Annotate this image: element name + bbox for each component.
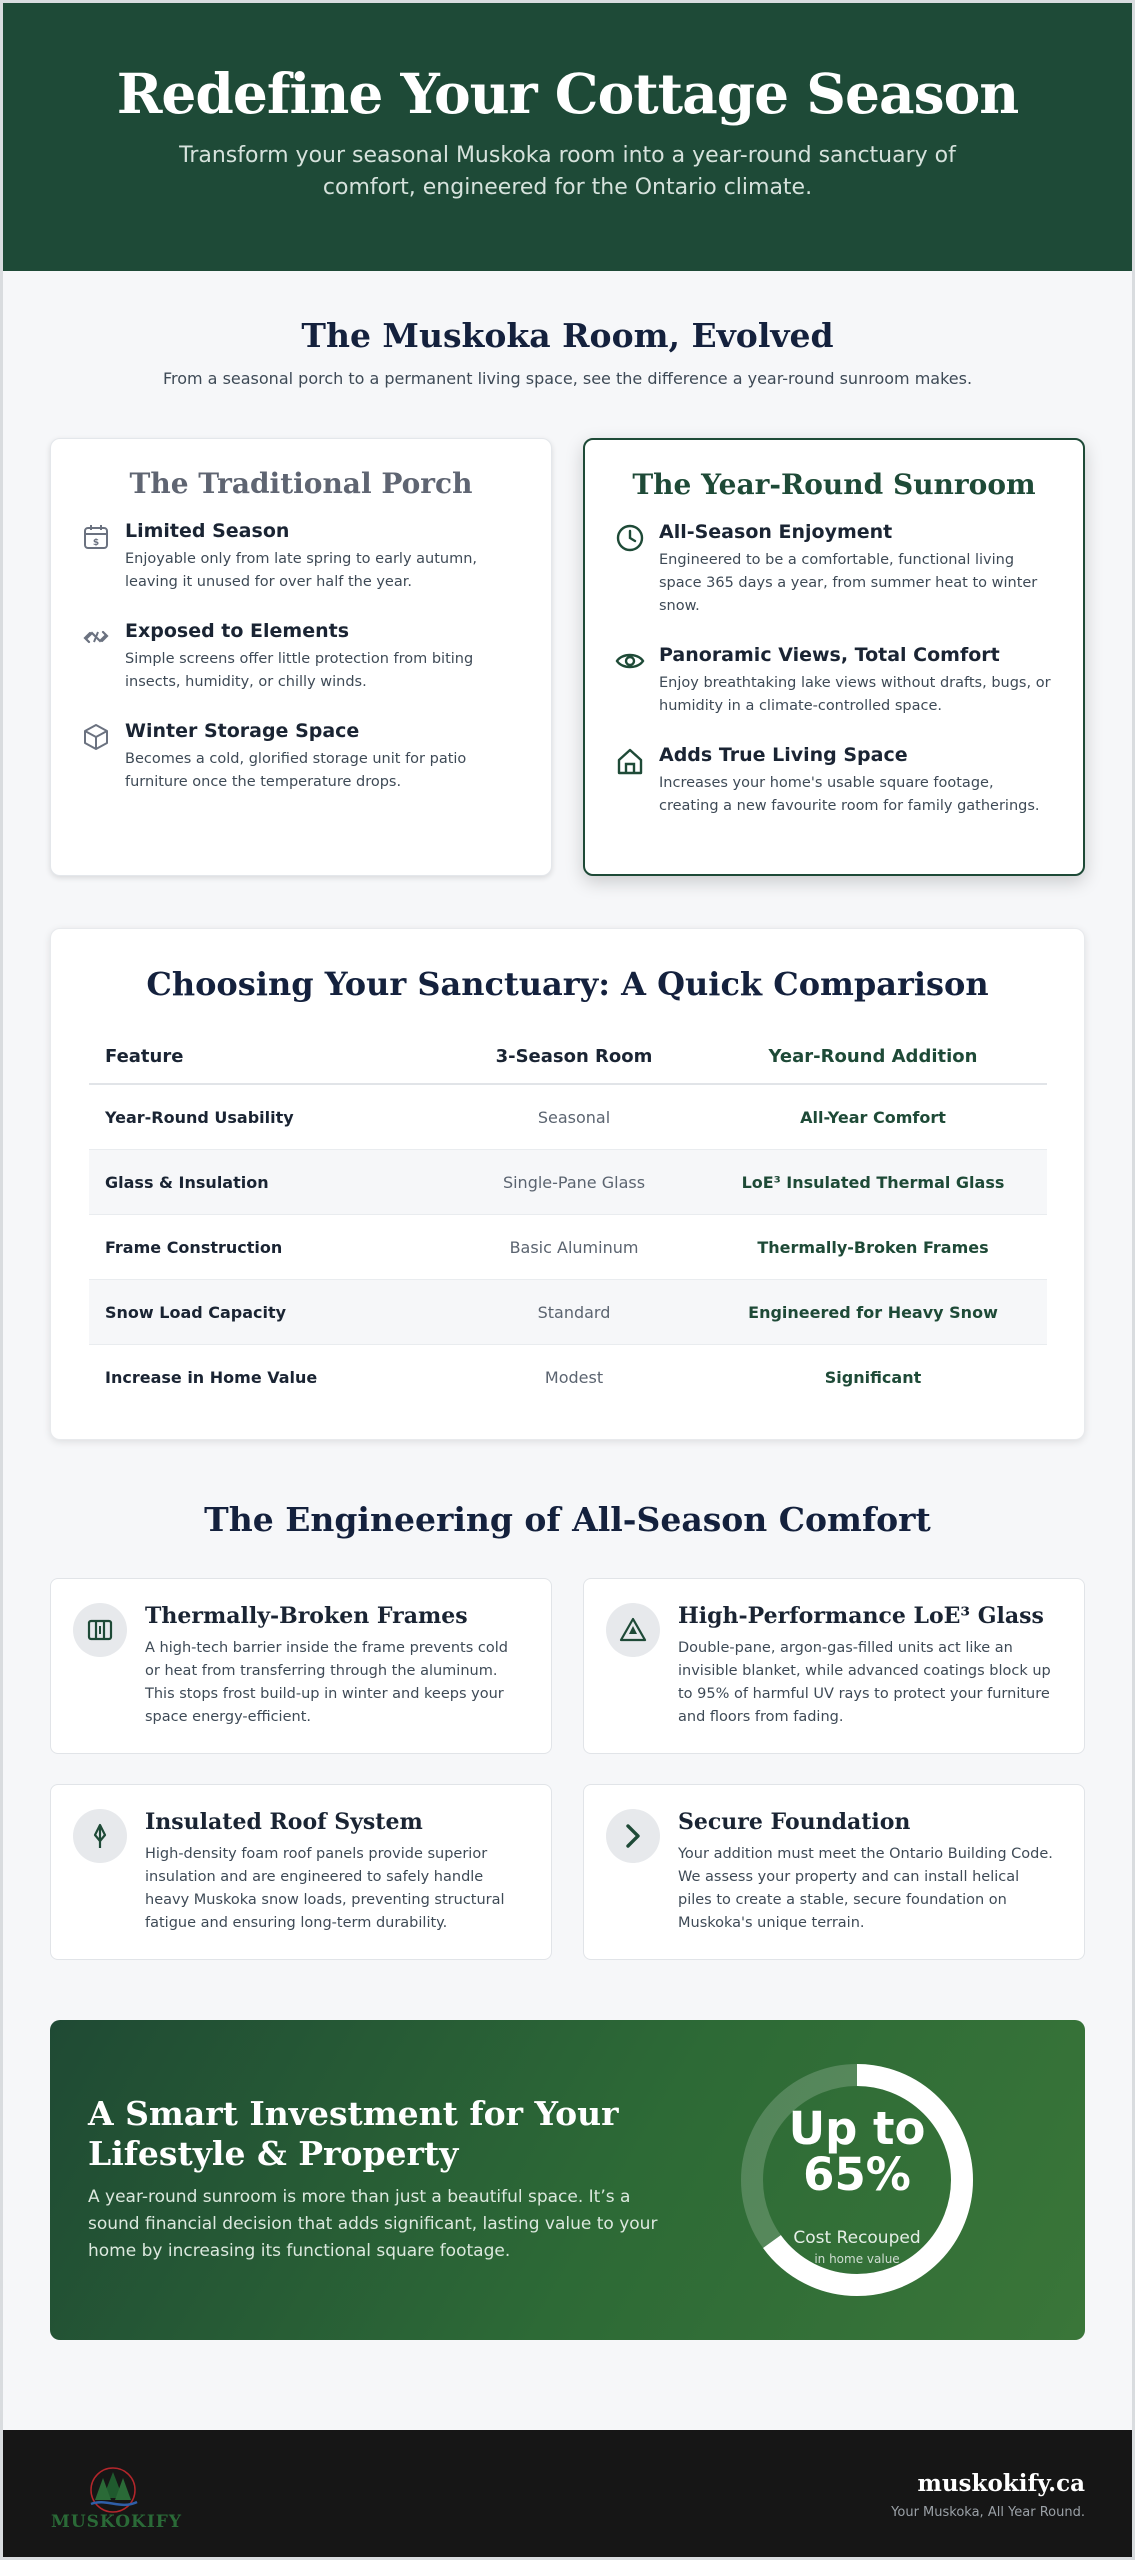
evolved-subtitle: From a seasonal porch to a permanent living space, see the difference a year-round sunroom makes. bbox=[162, 369, 973, 388]
feature-text: Enjoyable only from late spring to early autumn, leaving it unused for over half the year. bbox=[125, 551, 478, 590]
engineering-card-text: Double-pane, argon-gas-filled units act like an invisible blanket, while advanced coatings block up to 95% of harmful UV rays to protect your furniture and floors from fading. bbox=[678, 1640, 1051, 1725]
traditional-porch-title: The Traditional Porch bbox=[129, 467, 473, 500]
page bbox=[3, 3, 1132, 2557]
footer-brand-link[interactable]: muskokify.ca bbox=[917, 2470, 1085, 2497]
table-cell: Basic Aluminum bbox=[509, 1237, 639, 1257]
comparison-title: Choosing Your Sanctuary: A Quick Comparison bbox=[146, 965, 989, 1003]
feature-text: Engineered to be a comfortable, functional living space 365 days a year, from summer heat to winter snow. bbox=[659, 552, 1038, 614]
stat-line-2: 65% bbox=[803, 2148, 911, 2201]
table-cell: All-Year Comfort bbox=[800, 1107, 946, 1127]
table-cell: Frame Construction bbox=[105, 1237, 283, 1257]
feature-text: Becomes a cold, glorified storage unit for patio furniture once the temperature drops. bbox=[125, 751, 467, 790]
feature-title: All-Season Enjoyment bbox=[659, 521, 893, 543]
home-icon bbox=[615, 746, 645, 776]
table-cell: Modest bbox=[544, 1368, 604, 1387]
logo-text: MUSKOKIFY bbox=[51, 2512, 182, 2532]
footer bbox=[3, 2430, 1132, 2557]
column-header: Year-Round Addition bbox=[768, 1045, 978, 1067]
table-cell: Increase in Home Value bbox=[105, 1368, 318, 1387]
calendar-icon bbox=[81, 522, 111, 552]
column-header: 3-Season Room bbox=[495, 1045, 653, 1067]
table-header-row bbox=[89, 1029, 1047, 1085]
hero-banner bbox=[3, 3, 1132, 271]
table-row bbox=[89, 1345, 1047, 1410]
table-row bbox=[89, 1150, 1047, 1215]
comparison-table bbox=[89, 1029, 1047, 1410]
engineering-card-text: A high-tech barrier inside the frame prevents cold or heat from transferring through the aluminum. This stops frost build-up in winter and keeps your space energy-efficient. bbox=[145, 1640, 508, 1725]
feature-item bbox=[615, 644, 1053, 718]
feature-title: Adds True Living Space bbox=[659, 744, 908, 766]
table-cell: Standard bbox=[537, 1302, 611, 1322]
investment-banner bbox=[50, 2020, 1085, 2340]
hero-subtitle: Transform your seasonal Muskoka room into a year-round sanctuary of comfort, engineered for the Ontario climate. bbox=[179, 143, 956, 200]
clock-icon bbox=[615, 523, 645, 553]
eye-icon bbox=[615, 646, 645, 676]
table-cell: LoE³ Insulated Thermal Glass bbox=[741, 1172, 1005, 1192]
table-row bbox=[89, 1280, 1047, 1345]
column-header: Feature bbox=[105, 1045, 184, 1067]
table-row bbox=[89, 1085, 1047, 1150]
engineering-card-title: Thermally-Broken Frames bbox=[145, 1603, 468, 1629]
comparison-card bbox=[50, 928, 1085, 1440]
investment-title: A Smart Investment for Your Lifestyle & Property bbox=[88, 2094, 619, 2173]
feature-item bbox=[615, 744, 1053, 818]
engineering-card bbox=[583, 1578, 1085, 1754]
glass-warning-icon bbox=[619, 1616, 647, 1644]
engineering-card-text: High-density foam roof panels provide superior insulation and are engineered to safely handle heavy Muskoka snow loads, preventing structural fatigue and ensuring long-term durability. bbox=[145, 1846, 505, 1931]
table-cell: Significant bbox=[824, 1368, 922, 1387]
table-cell: Snow Load Capacity bbox=[105, 1302, 287, 1322]
evolved-title: The Muskoka Room, Evolved bbox=[301, 316, 834, 355]
engineering-card bbox=[50, 1784, 552, 1960]
feature-title: Winter Storage Space bbox=[125, 720, 360, 742]
stat-sublabel: in home value bbox=[814, 2252, 900, 2266]
hero-title: Redefine Your Cottage Season bbox=[116, 61, 1019, 126]
feature-text: Enjoy breathtaking lake views without drafts, bugs, or humidity in a climate-controlled space. bbox=[659, 675, 1051, 714]
feature-text: Simple screens offer little protection from biting insects, humidity, or chilly winds. bbox=[125, 651, 474, 690]
svg-text:$: $ bbox=[92, 538, 100, 548]
footer-tagline: Your Muskoka, All Year Round. bbox=[891, 2505, 1085, 2520]
table-cell: Single-Pane Glass bbox=[502, 1172, 646, 1192]
engineering-card-text: Your addition must meet the Ontario Building Code. We assess your property and can install helical piles to create a stable, secure foundation on Muskoka's unique terrain. bbox=[678, 1846, 1053, 1931]
table-cell: Glass & Insulation bbox=[105, 1172, 269, 1192]
traditional-porch-card bbox=[50, 438, 552, 876]
table-cell: Thermally-Broken Frames bbox=[757, 1237, 989, 1257]
year-round-sunroom-title: The Year-Round Sunroom bbox=[632, 468, 1036, 501]
frame-icon bbox=[86, 1616, 114, 1644]
table-row bbox=[89, 1215, 1047, 1280]
engineering-card-title: High-Performance LoE³ Glass bbox=[678, 1603, 1044, 1629]
engineering-card-title: Insulated Roof System bbox=[145, 1809, 423, 1835]
stat-label: Cost Recouped bbox=[793, 2228, 921, 2248]
feature-item bbox=[81, 620, 521, 694]
box-icon bbox=[81, 722, 111, 752]
stat-line-1: Up to bbox=[788, 2102, 926, 2155]
engineering-card bbox=[50, 1578, 552, 1754]
feature-item bbox=[615, 521, 1053, 618]
table-cell: Seasonal bbox=[537, 1107, 611, 1127]
chevron-right-icon bbox=[619, 1822, 647, 1850]
feature-title: Panoramic Views, Total Comfort bbox=[659, 644, 1000, 666]
engineering-title: The Engineering of All-Season Comfort bbox=[204, 1500, 931, 1539]
table-cell: Engineered for Heavy Snow bbox=[748, 1302, 998, 1322]
investment-text: A year-round sunroom is more than just a beautiful space. It’s a sound financial decision that adds significant, lasting value to your home by increasing its functional square footage. bbox=[88, 2187, 658, 2261]
engineering-card bbox=[583, 1784, 1085, 1960]
roof-pin-icon bbox=[86, 1822, 114, 1850]
feature-title: Exposed to Elements bbox=[125, 620, 350, 642]
broken-link-icon bbox=[81, 622, 111, 652]
feature-text: Increases your home's usable square footage, creating a new favourite room for family gatherings. bbox=[659, 775, 1040, 814]
engineering-card-title: Secure Foundation bbox=[678, 1809, 911, 1835]
table-cell: Year-Round Usability bbox=[105, 1107, 294, 1127]
evolved-section bbox=[3, 316, 1132, 878]
feature-item bbox=[81, 720, 521, 794]
feature-title: Limited Season bbox=[125, 520, 290, 542]
feature-item bbox=[81, 520, 521, 594]
year-round-sunroom-card bbox=[583, 438, 1085, 876]
